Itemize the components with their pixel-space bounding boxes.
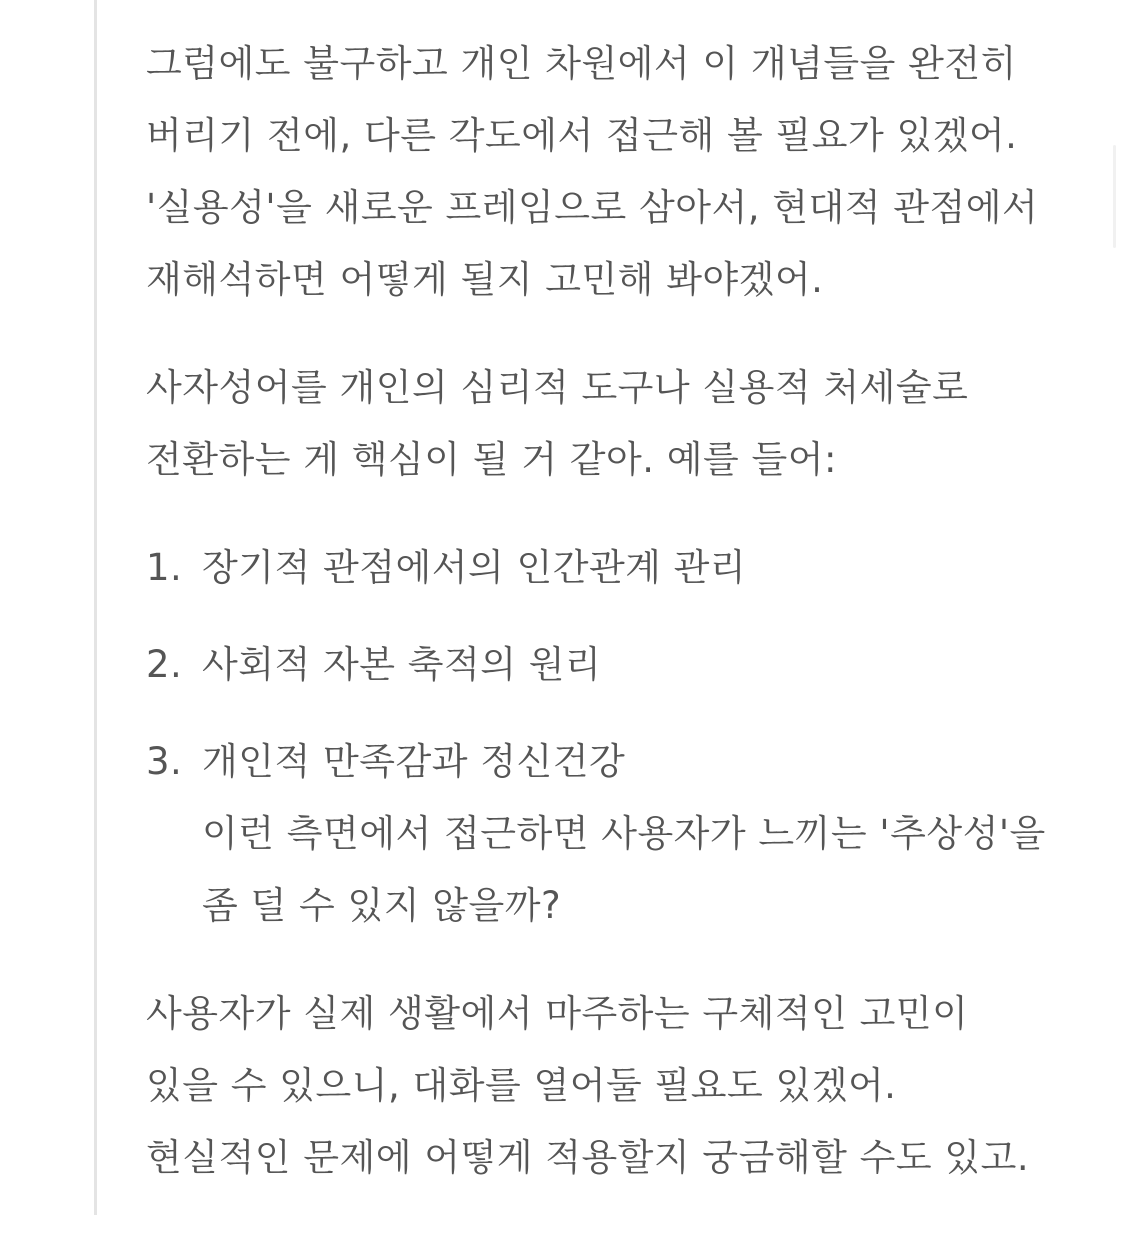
list-number: 1.	[146, 546, 183, 589]
paragraph: 사용자가 실제 생활에서 마주하는 구체적인 고민이 있을 수 있으니, 대화를 열어둘 필요도 있겠어. 현실적인 문제에 어떻게 적용할지 궁금해할 수도 있고.	[146, 992, 1030, 1179]
paragraph: 사자성어를 개인의 심리적 도구나 실용적 처세술로 전환하는 게 핵심이 될 거 같아. 예를 들어:	[146, 366, 969, 481]
list-item-text: 장기적 관점에서의 인간관계 관리	[202, 546, 747, 589]
scrollbar[interactable]	[1113, 145, 1116, 248]
list-item-continuation: 이런 측면에서 접근하면 사용자가 느끼는 '추상성'을 좀 덜 수 있지 않을까?	[202, 812, 1046, 927]
list-number: 3.	[146, 740, 183, 783]
list-item-body	[202, 726, 1046, 942]
thinking-content	[146, 28, 1046, 1194]
list-item-text: 사회적 자본 축적의 원리	[202, 643, 602, 686]
paragraph: 그럼에도 불구하고 개인 차원에서 이 개념들을 완전히 버리기 전에, 다른 각도에서 접근해 볼 필요가 있겠어. '실용성'을 새로운 프레임으로 삼아서, 현대적 관점에서 재해석하면 어떻게 될지 고민해 봐야겠어.	[146, 42, 1039, 301]
list-item	[146, 532, 1046, 604]
thought-thread-line	[94, 0, 97, 1215]
list-item	[146, 629, 1046, 701]
numbered-list	[146, 532, 1046, 942]
list-item-text: 개인적 만족감과 정신건강	[202, 740, 626, 783]
list-number: 2.	[146, 643, 183, 686]
list-item	[146, 726, 1046, 942]
